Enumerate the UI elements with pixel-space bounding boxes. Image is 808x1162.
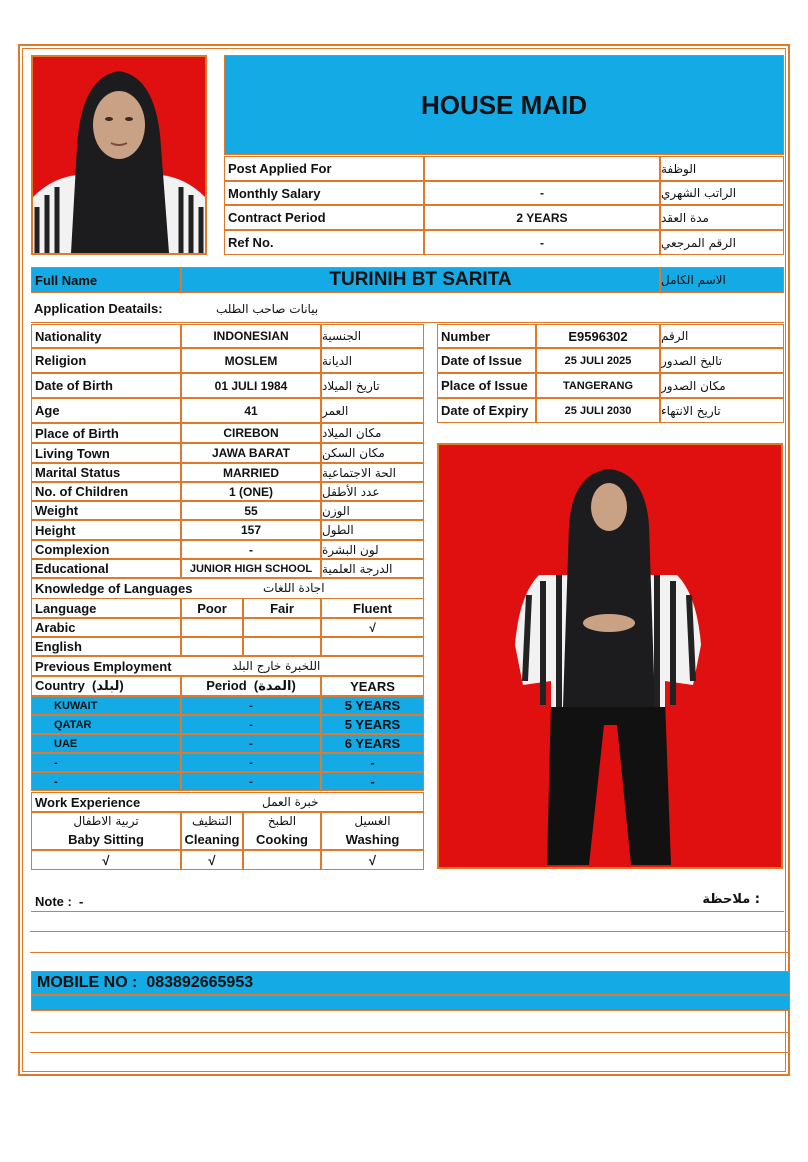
salary-label-ar: الراتب الشهري xyxy=(660,181,784,205)
work-item-en: Cleaning xyxy=(184,832,240,847)
detail-label: Nationality xyxy=(31,324,181,348)
employment-period: - xyxy=(181,734,321,753)
detail-value: 01 JULI 1984 xyxy=(181,373,321,398)
work-item-mark: √ xyxy=(321,850,424,870)
work-item-ar: التنظيف xyxy=(191,814,233,828)
note-line xyxy=(30,931,790,932)
detail-label: Date of Birth xyxy=(31,373,181,398)
detail-label-ar: تاريخ الميلاد xyxy=(321,373,424,398)
work-label-ar: خبرة العمل xyxy=(262,795,319,809)
detail-value: 41 xyxy=(181,398,321,423)
work-label: Work Experience xyxy=(31,792,424,812)
work-item xyxy=(181,812,243,850)
footer-line xyxy=(30,1052,790,1053)
detail-value: 157 xyxy=(181,520,321,540)
language-header: Poor xyxy=(181,598,243,618)
detail-value: 1 (ONE) xyxy=(181,482,321,501)
post-value xyxy=(424,156,660,181)
detail-label: Complexion xyxy=(31,540,181,559)
work-item-ar: الطبخ xyxy=(267,814,297,828)
passport-label: Number xyxy=(437,324,536,348)
passport-label: Place of Issue xyxy=(437,373,536,398)
detail-label: Religion xyxy=(31,348,181,373)
note-label: Note : xyxy=(35,894,72,909)
note-label-ar: ملاحظة : xyxy=(702,892,760,907)
application-header xyxy=(31,295,784,323)
mobile-banner-strip xyxy=(31,995,790,1011)
detail-label-ar: لون البشرة xyxy=(321,540,424,559)
footer-line xyxy=(30,1032,790,1033)
employment-period: - xyxy=(181,772,321,791)
detail-label-ar: العمر xyxy=(321,398,424,423)
mobile-number: MOBILE NO : 083892665953 xyxy=(37,974,254,991)
detail-label-ar: مكان الميلاد xyxy=(321,423,424,443)
employment-years: 5 YEARS xyxy=(321,715,424,734)
page-title: HOUSE MAID xyxy=(420,89,588,120)
detail-value: INDONESIAN xyxy=(181,324,321,348)
salary-value: - xyxy=(424,181,660,205)
fullname-value: TURINIH BT SARITA xyxy=(181,267,660,293)
language-name: Arabic xyxy=(31,618,181,637)
contract-value: 2 YEARS xyxy=(424,205,660,230)
fullname-label-ar: الاسم الكامل xyxy=(660,267,784,293)
passport-label: Date of Expiry xyxy=(437,398,536,423)
work-item-mark: √ xyxy=(181,850,243,870)
detail-value: MARRIED xyxy=(181,463,321,482)
passport-label-ar: تاليخ الصدور xyxy=(660,348,784,373)
employment-country: KUWAIT xyxy=(31,696,181,715)
detail-value: 55 xyxy=(181,501,321,520)
languages-label: Knowledge of Languages xyxy=(31,578,424,598)
detail-label-ar: الحة الاجتماعية xyxy=(321,463,424,482)
detail-value: JUNIOR HIGH SCHOOL xyxy=(181,559,321,578)
note-line xyxy=(30,952,790,953)
detail-value: CIREBON xyxy=(181,423,321,443)
passport-label-ar: مكان الصدور xyxy=(660,373,784,398)
note-row xyxy=(31,890,784,912)
employment-period: - xyxy=(181,715,321,734)
employment-country: - xyxy=(31,753,181,772)
passport-label-ar: الرقم xyxy=(660,324,784,348)
language-fluent xyxy=(321,637,424,656)
language-header: Fair xyxy=(243,598,321,618)
detail-value: MOSLEM xyxy=(181,348,321,373)
portrait-figure xyxy=(33,57,205,253)
language-poor xyxy=(181,618,243,637)
application-label-ar: بيانات صاحب الطلب xyxy=(216,301,319,316)
work-item xyxy=(31,812,181,850)
ref-value: - xyxy=(424,230,660,255)
passport-value: E9596302 xyxy=(536,324,660,348)
language-fair xyxy=(243,637,321,656)
post-label: Post Applied For xyxy=(224,156,424,181)
detail-label-ar: الديانة xyxy=(321,348,424,373)
work-item-en: Cooking xyxy=(256,832,308,847)
employment-years: 6 YEARS xyxy=(321,734,424,753)
detail-label: Place of Birth xyxy=(31,423,181,443)
passport-label: Date of Issue xyxy=(437,348,536,373)
employment-label: Previous Employment xyxy=(31,656,424,676)
detail-label: Marital Status xyxy=(31,463,181,482)
detail-label-ar: الوزن xyxy=(321,501,424,520)
mobile-banner xyxy=(31,971,790,995)
language-poor xyxy=(181,637,243,656)
employment-period: - xyxy=(181,696,321,715)
detail-label-ar: الدرجة العلمية xyxy=(321,559,424,578)
language-header: Language xyxy=(31,598,181,618)
detail-label: Living Town xyxy=(31,443,181,463)
employment-period: - xyxy=(181,753,321,772)
work-item-ar: تربية الاطفال xyxy=(73,814,139,828)
work-item xyxy=(321,812,424,850)
passport-value: 25 JULI 2030 xyxy=(536,398,660,423)
detail-label-ar: الجنسية xyxy=(321,324,424,348)
detail-label-ar: مكان السكن xyxy=(321,443,424,463)
work-item-ar: الغسيل xyxy=(354,814,391,828)
passport-label-ar: تاريخ الانتهاء xyxy=(660,398,784,423)
work-item-en: Washing xyxy=(345,832,400,847)
full-body-figure xyxy=(439,445,781,867)
employment-header: Period (المدة) xyxy=(181,676,321,696)
employment-country: UAE xyxy=(31,734,181,753)
fullname-label: Full Name xyxy=(31,267,181,293)
detail-label: Height xyxy=(31,520,181,540)
detail-label: Educational xyxy=(31,559,181,578)
detail-value: JAWA BARAT xyxy=(181,443,321,463)
employment-years: - xyxy=(321,753,424,772)
detail-label: Age xyxy=(31,398,181,423)
title-banner xyxy=(224,55,784,155)
work-item-mark xyxy=(243,850,321,870)
employment-header: YEARS xyxy=(321,676,424,696)
detail-value: - xyxy=(181,540,321,559)
portrait-photo xyxy=(31,55,207,255)
language-fluent: √ xyxy=(321,618,424,637)
work-item-en: Baby Sitting xyxy=(68,832,144,847)
languages-label-ar: اجادة اللغات xyxy=(263,581,325,595)
detail-label: No. of Children xyxy=(31,482,181,501)
salary-label: Monthly Salary xyxy=(224,181,424,205)
ref-label-ar: الرقم المرجعي xyxy=(660,230,784,255)
full-body-photo xyxy=(437,443,783,869)
detail-label-ar: عدد الأطفل xyxy=(321,482,424,501)
application-label: Application Deatails: xyxy=(34,301,163,316)
work-item-mark: √ xyxy=(31,850,181,870)
passport-value: TANGERANG xyxy=(536,373,660,398)
language-fair xyxy=(243,618,321,637)
language-header: Fluent xyxy=(321,598,424,618)
note-value: - xyxy=(79,894,84,909)
detail-label: Weight xyxy=(31,501,181,520)
employment-country: QATAR xyxy=(31,715,181,734)
contract-label-ar: مدة العقد xyxy=(660,205,784,230)
post-label-ar: الوظفة xyxy=(660,156,784,181)
employment-years: 5 YEARS xyxy=(321,696,424,715)
language-name: English xyxy=(31,637,181,656)
ref-label: Ref No. xyxy=(224,230,424,255)
employment-label-ar: اللخبرة خارج البلد xyxy=(232,659,321,673)
detail-label-ar: الطول xyxy=(321,520,424,540)
employment-years: - xyxy=(321,772,424,791)
passport-value: 25 JULI 2025 xyxy=(536,348,660,373)
employment-header: Country (لبلد) xyxy=(31,676,181,696)
employment-country: - xyxy=(31,772,181,791)
work-item xyxy=(243,812,321,850)
contract-label: Contract Period xyxy=(224,205,424,230)
